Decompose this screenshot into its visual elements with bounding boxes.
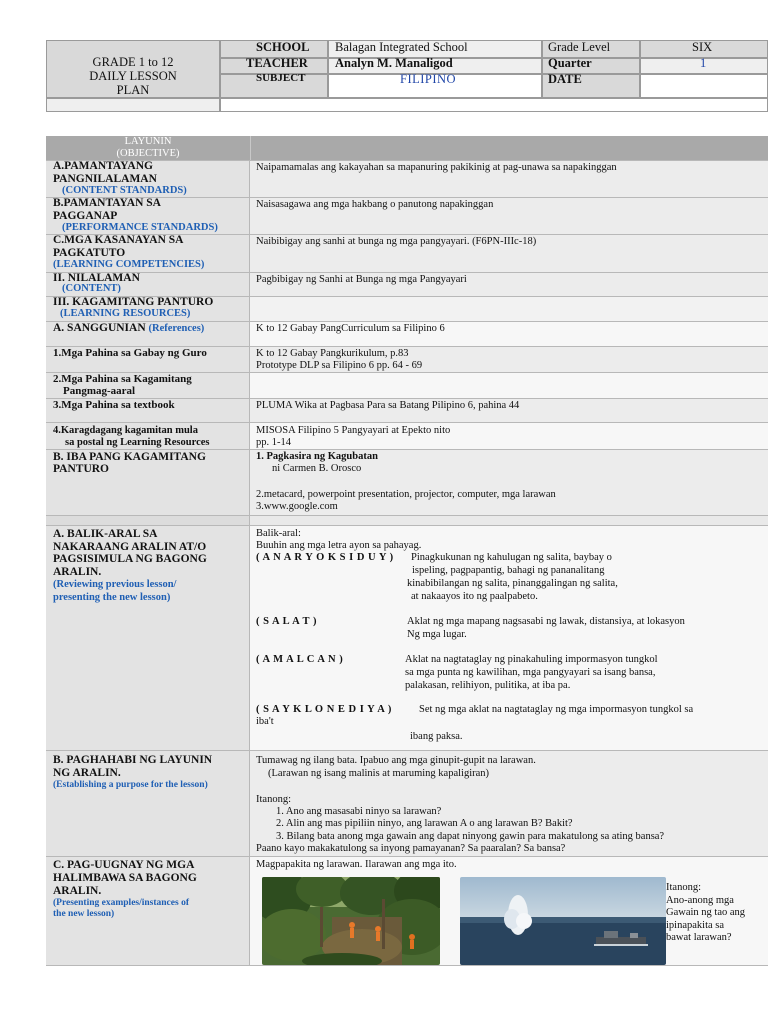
- teacher-guide-value-1: K to 12 Gabay Pangkurikulum, p.83: [256, 348, 409, 359]
- grade-value: SIX: [692, 40, 713, 54]
- grade-label: Grade Level: [548, 40, 611, 54]
- review-intro-1: Balik-aral:: [256, 528, 301, 539]
- row-spacer: [46, 515, 768, 525]
- header-spacer-left: [46, 98, 220, 112]
- teacher-guide-label: 1.Mga Pahina sa Gabay ng Guro: [53, 347, 207, 359]
- title-line-1: GRADE 1 to 12: [92, 55, 174, 69]
- references-label-sub: (References): [148, 323, 205, 334]
- additional-materials-label: [53, 425, 209, 449]
- column-divider: [250, 136, 251, 160]
- learner-materials-label: [53, 373, 192, 397]
- purpose-value-1: Tumawag ng ilang bata. Ipabuo ang mga ginupit-gupit na larawan.: [256, 755, 536, 766]
- examples-label: [53, 859, 197, 898]
- review-def-3c: palakasan, relihiyon, pulitika, at iba pa.: [405, 680, 571, 691]
- review-def-3a: Aklat na nagtataglay ng pinakahuling impormasyon tungkol: [405, 654, 658, 665]
- examples-sub2: the new lesson): [53, 909, 115, 919]
- other-resources-line2: PANTURO: [53, 463, 110, 475]
- learning-resources-sub: (LEARNING RESOURCES): [60, 308, 191, 319]
- purpose-label: [53, 754, 212, 780]
- additional-materials-line2: sa postal ng Learning Resources: [65, 437, 210, 448]
- purpose-question-2: 2. Alin ang mas pipiliin ninyo, ang larawan A o ang larawan B? Bakit?: [276, 818, 573, 829]
- teacher-label: TEACHER: [246, 56, 308, 70]
- other-resources-value-2: ni Carmen B. Orosco: [272, 463, 362, 474]
- review-line1: A. BALIK-ARAL SA: [53, 528, 158, 540]
- performance-standards-value: Naisasagawa ang mga hakbang o panutong napakinggan: [256, 199, 494, 210]
- references-label: [53, 322, 204, 335]
- content-standards-label: [53, 160, 157, 185]
- examples-side-line2: Ano-anong mga: [666, 894, 734, 906]
- review-word-3: ( A M A L C A N ): [256, 654, 344, 665]
- purpose-line2: NG ARALIN.: [53, 767, 121, 779]
- school-value: Balagan Integrated School: [335, 40, 468, 54]
- teacher-value: Analyn M. Manaligod: [335, 56, 453, 70]
- review-line2: NAKARAANG ARALIN AT/O: [53, 540, 207, 553]
- learning-competencies-value: Naibibigay ang sanhi at bunga ng mga pangyayari. (F6PN-IIIc-18): [256, 236, 537, 247]
- content-value: Pagbibigay ng Sanhi at Bunga ng mga Pangyayari: [256, 274, 467, 285]
- content-standards-sub: (CONTENT STANDARDS): [62, 185, 187, 196]
- quarter-label: Quarter: [548, 56, 592, 70]
- examples-side-line4: ipinapakita sa: [666, 919, 725, 931]
- other-resources-value-3: 2.metacard, powerpoint presentation, projector, computer, mga larawan: [256, 489, 556, 500]
- value-cell: [250, 516, 768, 525]
- examples-line3: ARALIN.: [53, 885, 102, 897]
- date-label: DATE: [548, 72, 582, 86]
- additional-materials-value-1: MISOSA Filipino 5 Pangyayari at Epekto nito: [256, 425, 451, 436]
- review-label: [53, 528, 207, 578]
- subject-label: SUBJECT: [256, 72, 306, 84]
- quarter-value: 1: [700, 56, 707, 70]
- review-def-1b: ispeling, pagpapantig, bahagi ng pananalitang: [412, 565, 605, 576]
- content-sub: (CONTENT): [62, 283, 121, 294]
- plan-title: [46, 55, 220, 97]
- review-def-4a: Set ng mga aklat na nagtataglay ng mga impormasyon tungkol sa: [419, 704, 694, 715]
- review-line3: PAGSISIMULA NG BAGONG: [53, 553, 207, 565]
- forest-clearing-photo: [262, 877, 440, 965]
- value-cell: [250, 297, 768, 321]
- title-line-3: PLAN: [116, 83, 150, 97]
- label-cell: [46, 516, 250, 525]
- header-spacer-right: [220, 98, 768, 112]
- review-def-1d: at nakaayos ito ng paalpabeto.: [411, 591, 538, 602]
- review-word-4: ( S A Y K L O N E D I Y A ): [256, 704, 392, 715]
- title-line-2: DAILY LESSON: [89, 69, 177, 83]
- purpose-line1: B. PAGHAHABI NG LAYUNIN: [53, 754, 213, 766]
- content-label: II. NILALAMAN: [53, 272, 140, 284]
- purpose-question-3: 3. Bilang bata anong mga gawain ang dapat ninyong gawin para makatulong sa ating bansa?: [276, 831, 665, 842]
- review-sub1: (Reviewing previous lesson/: [53, 579, 177, 590]
- other-resources-label: [53, 451, 206, 475]
- other-resources-line1: B. IBA PANG KAGAMITANG: [53, 451, 206, 463]
- purpose-sub: (Establishing a purpose for the lesson): [53, 780, 208, 790]
- textbook-label: 3.Mga Pahina sa textbook: [53, 399, 175, 411]
- review-def-1a: Pinagkukunan ng kahulugan ng salita, baybay o: [411, 552, 612, 563]
- additional-materials-value-2: pp. 1-14: [256, 437, 291, 448]
- row-b-line2: PAGGANAP: [53, 209, 118, 222]
- performance-standards-sub: (PERFORMANCE STANDARDS): [62, 222, 218, 233]
- review-def-4c: ibang paksa.: [410, 731, 463, 742]
- row-b-line1: B.PAMANTAYAN SA: [53, 197, 161, 209]
- learning-resources-label: III. KAGAMITANG PANTURO: [53, 296, 214, 308]
- date-value-cell: [640, 74, 768, 98]
- review-sub: [53, 579, 176, 604]
- additional-materials-line1: 4.Karagdagang kagamitan mula: [53, 425, 198, 436]
- examples-line1: C. PAG-UUGNAY NG MGA: [53, 859, 195, 871]
- forest-clearing-image: [262, 877, 440, 965]
- review-def-4b: iba't: [256, 716, 274, 727]
- examples-side-line5: bawat larawan?: [666, 932, 732, 943]
- examples-side-line3: Gawain ng tao ang: [666, 907, 746, 918]
- row-c-line1: C.MGA KASANAYAN SA: [53, 234, 184, 246]
- examples-sub: [53, 898, 189, 920]
- review-def-2b: Ng mga lugar.: [407, 629, 467, 640]
- review-def-3b: sa mga punta ng kawilihan, mga pangyayari sa isang bansa,: [405, 667, 656, 678]
- examples-value-1: Magpapakita ng larawan. Ilarawan ang mga ito.: [256, 859, 457, 870]
- other-resources-value-1: 1. Pagkasira ng Kagubatan: [256, 451, 378, 462]
- objectives-header-line1: LAYUNIN: [124, 136, 172, 147]
- review-word-2: ( S A L A T ): [256, 616, 317, 627]
- review-word-1: ( A N A R Y O K S I D U Y ): [256, 552, 394, 563]
- other-resources-value-4: 3.www.google.com: [256, 501, 338, 512]
- review-def-1c: kinabibilangan ng salita, pinanggalingan ng salita,: [407, 578, 618, 589]
- references-value: K to 12 Gabay PangCurriculum sa Filipino 6: [256, 323, 445, 334]
- row-c-line2: PAGKATUTO: [53, 246, 126, 259]
- sea-explosion-photo: [460, 877, 666, 965]
- row-a-line2: PANGNILALAMAN: [53, 172, 157, 185]
- purpose-value-2: (Larawan ng isang malinis at maruming kapaligiran): [268, 768, 490, 779]
- learning-competencies-label: [53, 234, 183, 259]
- examples-line2: HALIMBAWA SA BAGONG: [53, 872, 197, 884]
- review-def-2a: Aklat ng mga mapang nagsasabi ng lawak, distansiya, at lokasyon: [407, 616, 685, 627]
- learner-materials-line1: 2.Mga Pahina sa Kagamitang: [53, 373, 192, 385]
- content-standards-value: Naipamamalas ang kakayahan sa mapanuring pakikinig at pag-unawa sa napakinggan: [256, 162, 617, 173]
- examples-side-question: [666, 882, 764, 945]
- row-a-line1: A.PAMANTAYANG: [53, 160, 153, 172]
- review-intro-2: Buuhin ang mga letra ayon sa pahayag.: [256, 540, 422, 551]
- subject-value: FILIPINO: [400, 72, 457, 86]
- value-cell: [250, 373, 768, 398]
- learner-materials-line2: Pangmag-aaral: [63, 385, 136, 397]
- objectives-header-label: [46, 136, 250, 159]
- examples-side-line1: Itanong:: [666, 882, 701, 893]
- references-label-text: A. SANGGUNIAN: [53, 322, 146, 334]
- teacher-guide-value-2: Prototype DLP sa Filipino 6 pp. 64 - 69: [256, 360, 423, 371]
- performance-standards-label: [53, 197, 161, 222]
- school-label: SCHOOL: [256, 40, 310, 54]
- objectives-header-line2: (OBJECTIVE): [116, 147, 180, 159]
- learning-competencies-sub: (LEARNING COMPETENCIES): [53, 259, 205, 270]
- purpose-question-1: 1. Ano ang masasabi ninyo sa larawan?: [276, 806, 442, 817]
- review-sub2: presenting the new lesson): [53, 591, 171, 603]
- textbook-value: PLUMA Wika at Pagbasa Para sa Batang Pilipino 6, pahina 44: [256, 400, 520, 411]
- review-line4: ARALIN.: [53, 565, 102, 578]
- purpose-value-3: Itanong:: [256, 794, 291, 805]
- examples-sub1: (Presenting examples/instances of: [53, 898, 189, 908]
- purpose-value-4: Paano kayo makakatulong sa inyong pamayanan? Sa paaralan? Sa bansa?: [256, 843, 566, 854]
- sea-explosion-image: [460, 877, 666, 965]
